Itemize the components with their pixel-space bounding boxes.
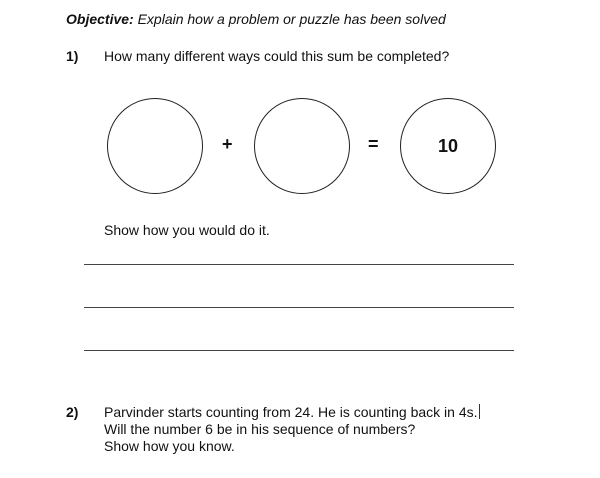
question-2-line-1: Parvinder starts counting from 24. He is counting back in 4s.: [104, 404, 478, 420]
question-2-line-3: Show how you know.: [104, 438, 235, 454]
question-1-instruction: Show how you would do it.: [104, 222, 270, 238]
equals-sign: =: [368, 134, 379, 154]
result-circle: [400, 98, 496, 194]
result-value: 10: [437, 135, 459, 156]
question-2-line-2: Will the number 6 be in his sequence of numbers?: [104, 421, 416, 437]
objective: [66, 11, 446, 27]
answer-line-1[interactable]: [84, 264, 514, 265]
objective-label: Objective:: [66, 11, 134, 27]
answer-line-3[interactable]: [84, 350, 514, 351]
answer-line-2[interactable]: [84, 307, 514, 308]
blank-circle-2[interactable]: [254, 98, 350, 194]
plus-sign: +: [222, 134, 233, 154]
question-1-number: 1): [66, 48, 79, 64]
question-1-text: How many different ways could this sum be completed?: [104, 48, 450, 64]
text-cursor: [479, 404, 480, 419]
question-2-number: 2): [66, 404, 79, 420]
blank-circle-1[interactable]: [107, 98, 203, 194]
objective-text: Explain how a problem or puzzle has been solved: [137, 11, 446, 27]
